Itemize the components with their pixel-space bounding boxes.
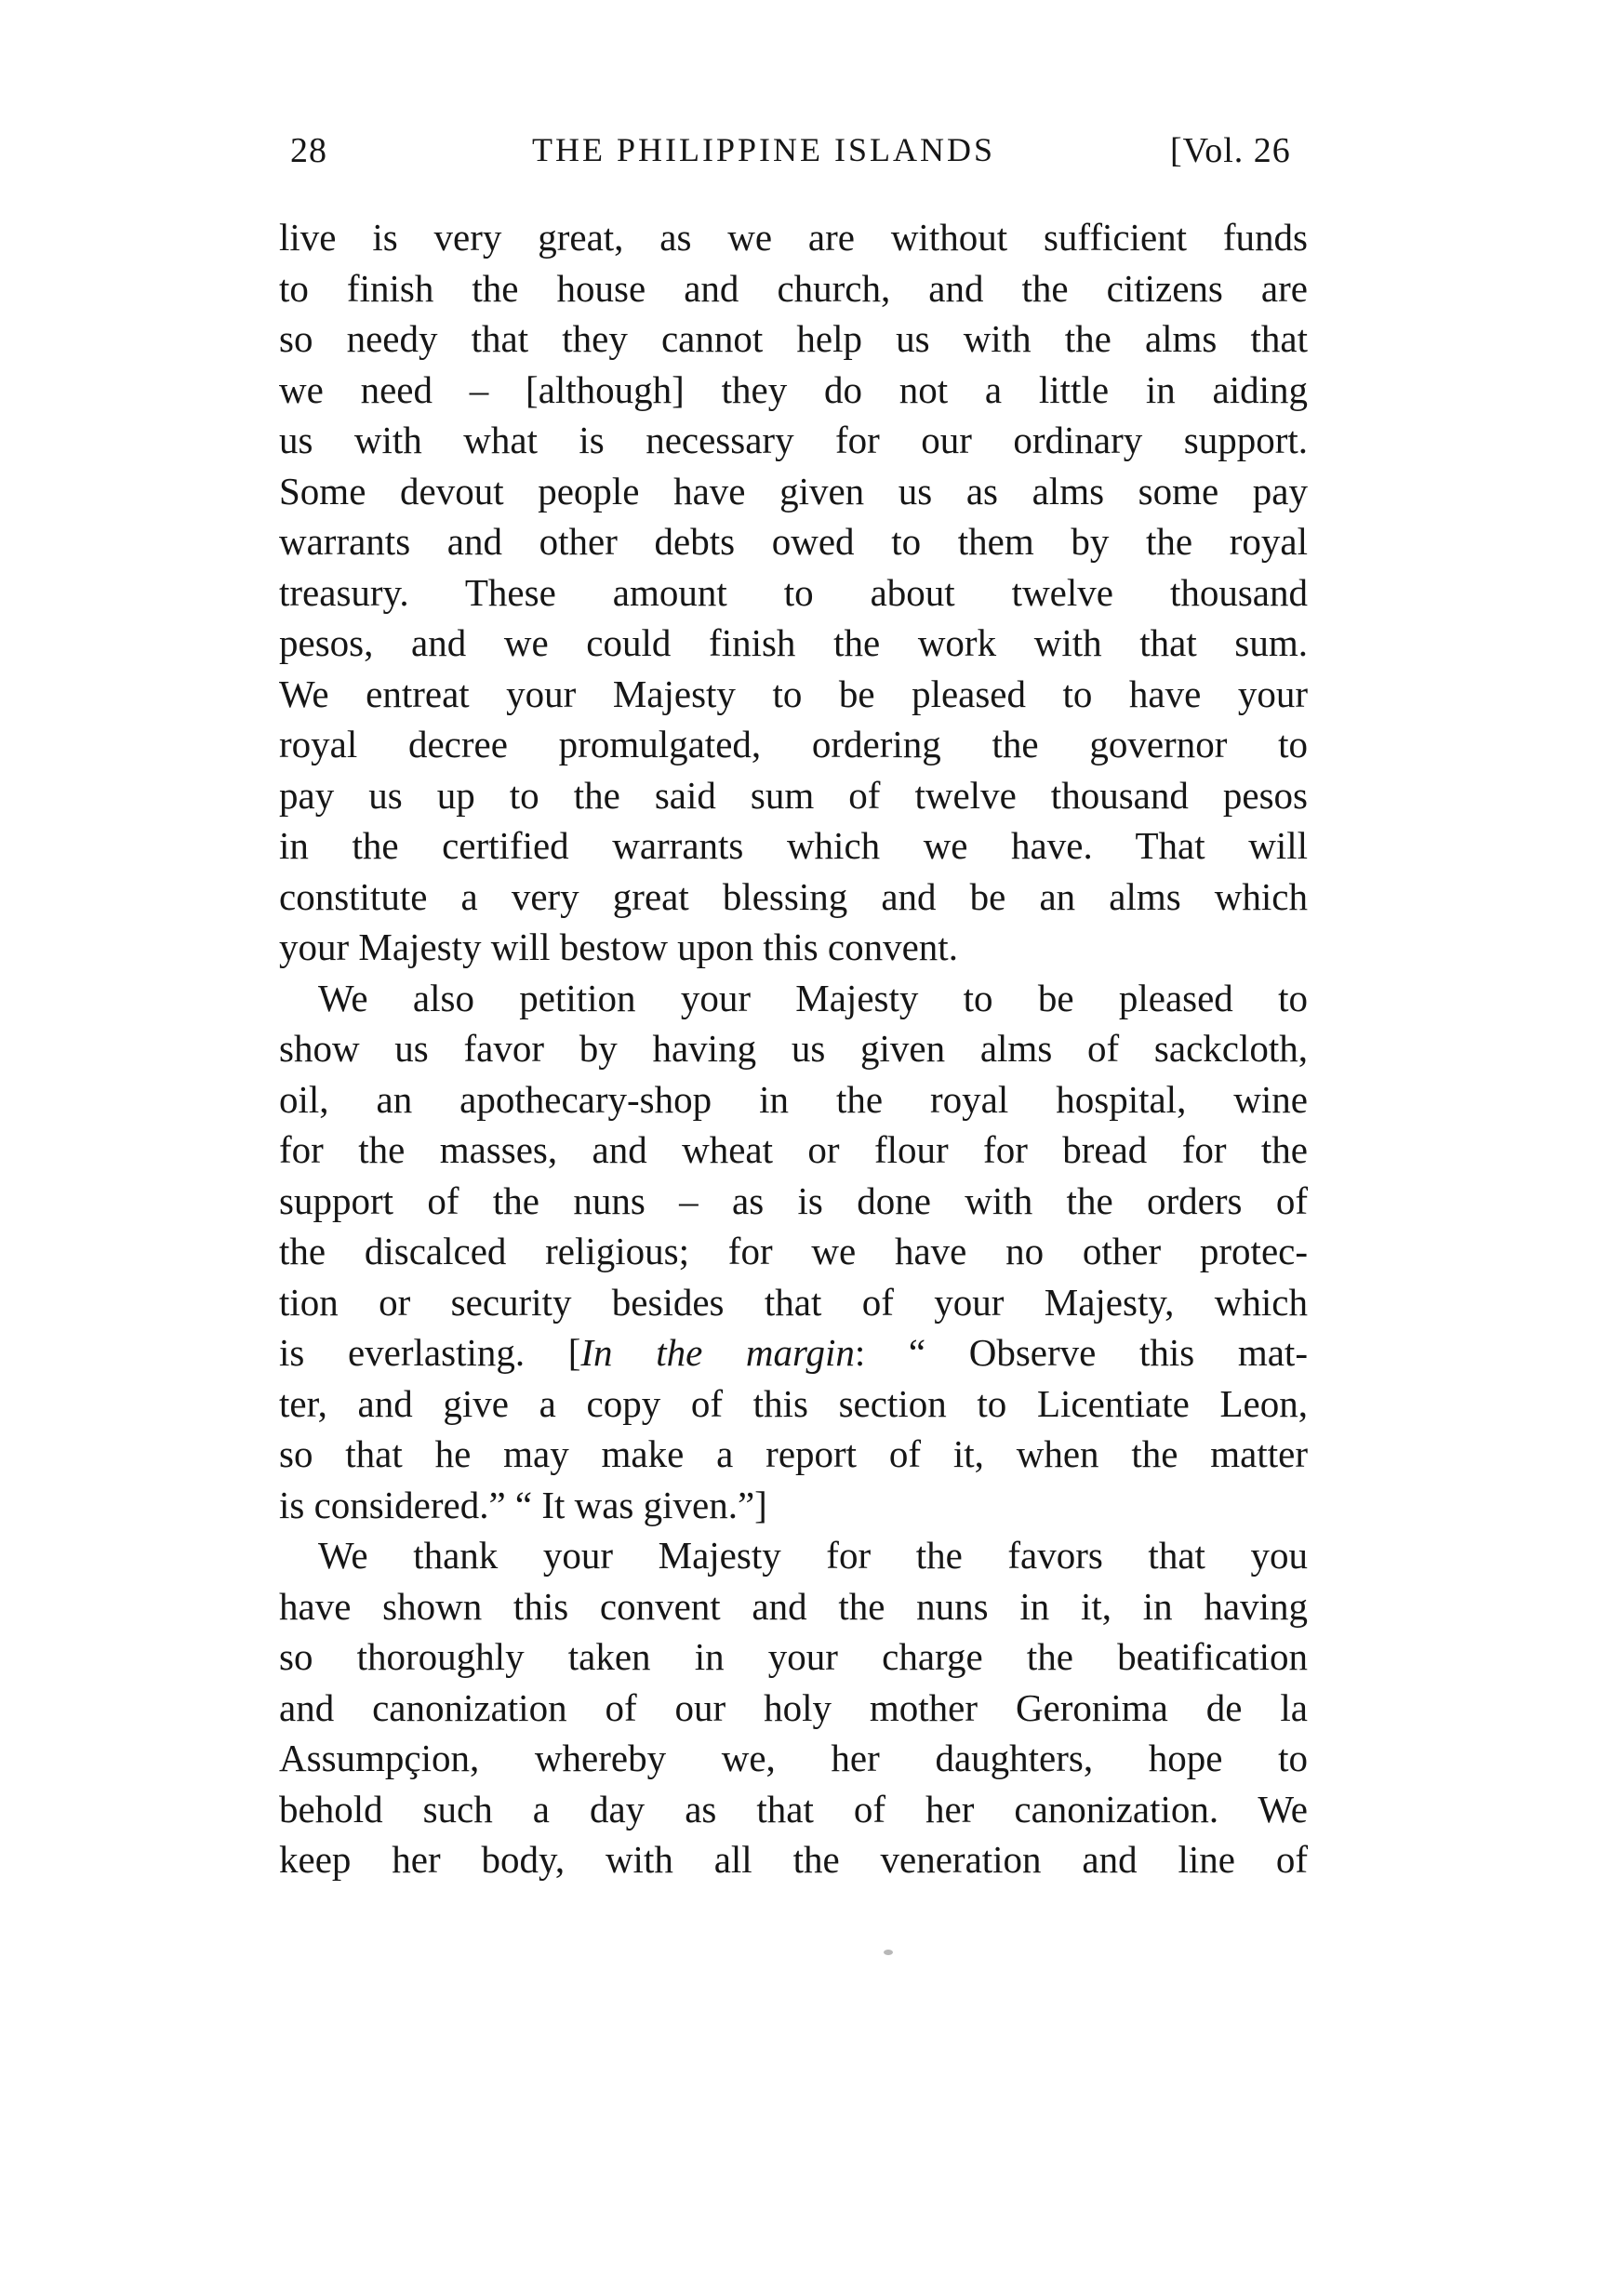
text-line: have shown this convent and the nuns in it, in having: [279, 1584, 1308, 1628]
text-line: We entreat your Majesty to be pleased to have your: [279, 672, 1308, 715]
text-line: warrants and other debts owed to them by the royal: [279, 520, 1308, 563]
running-head: [0, 130, 1624, 186]
text-line: live is very great, as we are without sufficient funds: [279, 216, 1308, 259]
text-line: in the certified warrants which we have. That will: [279, 824, 1308, 867]
running-title: THE PHILIPPINE ISLANDS: [532, 131, 995, 168]
body-text: [279, 212, 1308, 1885]
paragraph-end-line: is considered.” “ It was given.”]: [279, 1483, 767, 1526]
text-line: show us favor by having us given alms of sackcloth,: [279, 1027, 1308, 1070]
text-line: support of the nuns – as is done with the orders of: [279, 1178, 1308, 1222]
margin-note-label: In the margin: [580, 1331, 855, 1374]
text-line: constitute a very great blessing and be an alms which: [279, 874, 1308, 918]
text-line: so that he may make a report of it, when the matter: [279, 1432, 1308, 1475]
text-line: so needy that they cannot help us with the alms that: [279, 317, 1308, 360]
text-line: tion or security besides that of your Majesty, which: [279, 1280, 1308, 1324]
text-line: treasury. These amount to about twelve thousand: [279, 570, 1308, 614]
text-line: we need – [although] they do not a little in aiding: [279, 367, 1308, 411]
text-line: for the masses, and wheat or flour for bread for the: [279, 1128, 1308, 1171]
paragraph-start-line: We also petition your Majesty to be pleased to: [318, 976, 1308, 1019]
text-line: behold such a day as that of her canonization. We: [279, 1787, 1308, 1831]
text-line: royal decree promulgated, ordering the governor to: [279, 723, 1308, 766]
paragraph-end-line: your Majesty will bestow upon this convent.: [279, 925, 958, 968]
text-line: pesos, and we could finish the work with that sum.: [279, 621, 1308, 664]
text-line: pay us up to the said sum of twelve thousand pesos: [279, 773, 1308, 817]
page-number: 28: [290, 131, 327, 170]
paragraph-start-line: We thank your Majesty for the favors that you: [318, 1534, 1308, 1577]
margin-note-line: is everlasting. [In the margin: “ Observe this mat-: [279, 1331, 1308, 1374]
text-line: keep her body, with all the veneration and line of: [279, 1838, 1308, 1881]
text-line: Some devout people have given us as alms some pay: [279, 469, 1308, 513]
volume-label: [Vol. 26: [1170, 131, 1291, 170]
text-line: so thoroughly taken in your charge the beatification: [279, 1635, 1308, 1678]
ink-speck: [884, 1950, 893, 1955]
text-line: and canonization of our holy mother Geronima de la: [279, 1685, 1308, 1729]
text-line: the discalced religious; for we have no other protec-: [279, 1230, 1308, 1272]
text-line: to finish the house and church, and the citizens are: [279, 266, 1308, 310]
text-line: ter, and give a copy of this section to Licentiate Leon,: [279, 1381, 1308, 1425]
text-line: oil, an apothecary-shop in the royal hospital, wine: [279, 1077, 1308, 1121]
text-line: Assumpçion, whereby we, her daughters, hope to: [279, 1737, 1308, 1779]
text-line: us with what is necessary for our ordinary support.: [279, 419, 1308, 461]
